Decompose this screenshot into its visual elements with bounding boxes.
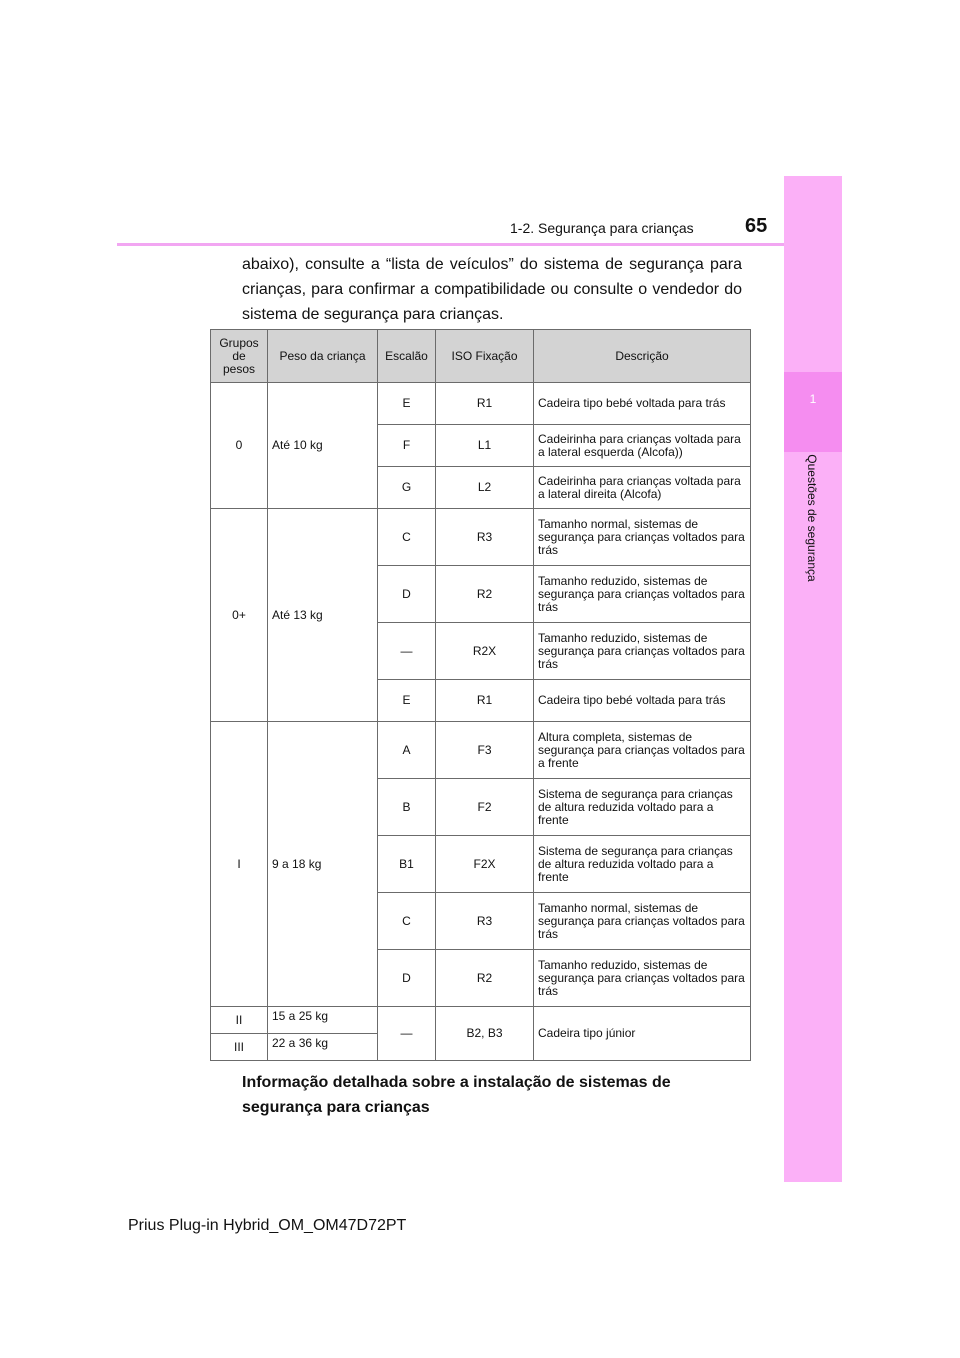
description-cell: Cadeirinha para crianças voltada para a lateral esquerda (Alcofa))	[534, 425, 751, 467]
description-cell: Altura completa, sistemas de segurança para crianças voltados para a frente	[534, 722, 751, 779]
iso-cell: F2	[436, 779, 534, 836]
iso-cell: L1	[436, 425, 534, 467]
iso-cell: R2	[436, 566, 534, 623]
description-cell: Cadeira tipo bebé voltada para trás	[534, 680, 751, 722]
group-cell: II	[211, 1007, 268, 1034]
footer-model: Prius Plug-in Hybrid_OM_OM47D72PT	[128, 1217, 407, 1234]
iso-cell: R3	[436, 509, 534, 566]
iso-cell: B2, B3	[436, 1007, 534, 1061]
table-row	[211, 383, 751, 425]
weight-cell: 9 a 18 kg	[268, 722, 378, 1007]
class-cell: C	[378, 893, 436, 950]
class-cell: F	[378, 425, 436, 467]
class-cell: —	[378, 1007, 436, 1061]
description-cell: Cadeira tipo bebé voltada para trás	[534, 383, 751, 425]
class-cell: A	[378, 722, 436, 779]
side-tab-chapter-marker	[784, 372, 842, 452]
header-iso-fixation: ISO Fixação	[436, 330, 534, 383]
class-cell: G	[378, 467, 436, 509]
class-cell: E	[378, 383, 436, 425]
intro-paragraph: abaixo), consulte a “lista de veículos” do sistema de segurança para crianças, para confirmar a compatibilidade ou consulte o vendedor do sistema de segurança para crianças.	[242, 256, 742, 323]
weight-cell: 22 a 36 kg	[268, 1034, 378, 1061]
description-cell: Tamanho reduzido, sistemas de segurança para crianças voltados para trás	[534, 623, 751, 680]
weight-cell: 15 a 25 kg	[268, 1007, 378, 1034]
iso-cell: R2	[436, 950, 534, 1007]
weight-cell: Até 13 kg	[268, 509, 378, 722]
iso-cell: L2	[436, 467, 534, 509]
group-cell: I	[211, 722, 268, 1007]
table-row	[211, 509, 751, 566]
iso-cell: R2X	[436, 623, 534, 680]
header-weight-groups: Grupos de pesos	[211, 330, 268, 383]
group-cell: 0	[211, 383, 268, 509]
iso-cell: F2X	[436, 836, 534, 893]
page-number: 65	[745, 215, 768, 237]
description-cell: Sistema de segurança para crianças de altura reduzida voltado para a frente	[534, 836, 751, 893]
iso-cell: R1	[436, 383, 534, 425]
iso-cell: F3	[436, 722, 534, 779]
description-cell: Tamanho normal, sistemas de segurança para crianças voltados para trás	[534, 893, 751, 950]
class-cell: —	[378, 623, 436, 680]
class-cell: D	[378, 950, 436, 1007]
iso-cell: R3	[436, 893, 534, 950]
class-cell: C	[378, 509, 436, 566]
table-row	[211, 1007, 751, 1034]
class-cell: D	[378, 566, 436, 623]
weight-cell: Até 10 kg	[268, 383, 378, 509]
header-class: Escalão	[378, 330, 436, 383]
header-child-weight: Peso da criança	[268, 330, 378, 383]
weight-groups-table	[210, 329, 751, 1061]
description-cell: Tamanho normal, sistemas de segurança para crianças voltados para trás	[534, 509, 751, 566]
table-row	[211, 722, 751, 779]
description-cell: Sistema de segurança para crianças de altura reduzida voltado para a frente	[534, 779, 751, 836]
group-cell: 0+	[211, 509, 268, 722]
iso-cell: R1	[436, 680, 534, 722]
group-cell: III	[211, 1034, 268, 1061]
subheading: Informação detalhada sobre a instalação de sistemas de segurança para crianças	[242, 1074, 671, 1116]
description-cell: Cadeirinha para crianças voltada para a lateral direita (Alcofa)	[534, 467, 751, 509]
header-section-title: 1-2. Segurança para crianças	[510, 220, 694, 236]
class-cell: E	[378, 680, 436, 722]
side-tab	[784, 176, 842, 1182]
side-tab-chapter-title: Questões de segurança	[805, 454, 819, 582]
description-cell: Tamanho reduzido, sistemas de segurança para crianças voltados para trás	[534, 566, 751, 623]
class-cell: B1	[378, 836, 436, 893]
class-cell: B	[378, 779, 436, 836]
header-description: Descrição	[534, 330, 751, 383]
header-rule	[117, 243, 840, 246]
side-tab-chapter-number: 1	[809, 392, 817, 406]
description-cell: Cadeira tipo júnior	[534, 1007, 751, 1061]
description-cell: Tamanho reduzido, sistemas de segurança para crianças voltados para trás	[534, 950, 751, 1007]
